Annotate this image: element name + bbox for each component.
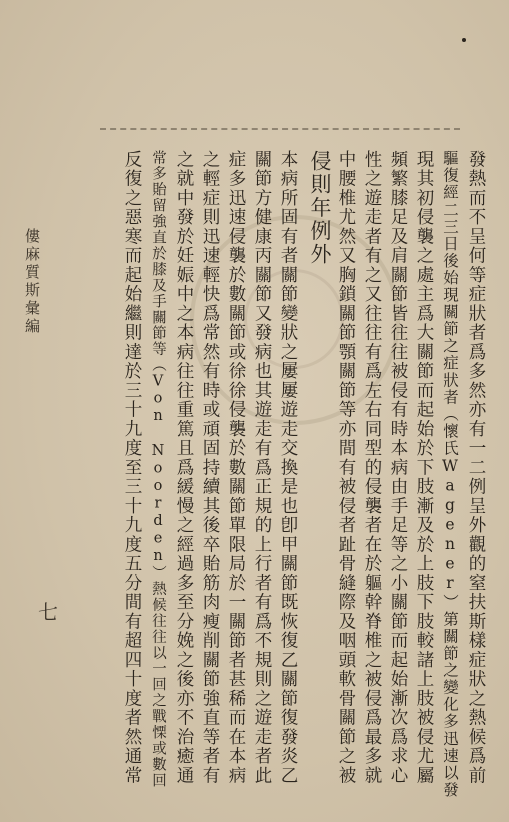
text-column-1: 發熱而不呈何等症狀者爲多然亦有一二例呈外觀的窒扶斯樣症狀之熱候爲前 — [466, 150, 486, 786]
text-column-7: 侵則年例外 — [308, 150, 332, 266]
text-column-10: 症多迅速侵襲於數關節或徐徐侵襲於數關節單限局於一關節者甚稀而在本病 — [226, 150, 246, 786]
text-column-14: 反復之惡寒而起始繼則達於三十九度至三十九度五分間有超四十度者然通常 — [122, 150, 142, 786]
text-column-2: 驅復經二三日後始現關節之症狀者（懷氏Wagener）第關節之變化多迅速以發 — [441, 150, 459, 799]
text-column-3: 現其初侵襲之處主爲大關節而起始於下肢漸及於上肢下肢較諸上肢被侵尤屬 — [414, 150, 434, 786]
ink-dot — [462, 38, 466, 42]
text-column-5: 性之遊走者有之又往往有爲左右同型的侵襲者在於軀幹脊椎之被侵爲最多就 — [362, 150, 382, 786]
text-column-11: 之輕症則迅速輕快爲常然有時或頑固持續其後卒貽筋肉瘦削關節強直等者有 — [200, 150, 220, 786]
text-column-13: 常多貽留強直於膝及手關節等（Von Noorden）熱候往往以一回之戰慄或數回 — [150, 150, 166, 789]
text-column-6: 中腰椎尤然又胸鎖關節顎關節等亦間有被侵者趾骨縫際及咽頭軟骨關節之被 — [336, 150, 356, 786]
section-divider — [100, 128, 460, 130]
text-column-8: 本病所固有者關節變狀之屢屢遊走交換是也卽甲關節既恢復乙關節復發炎乙 — [278, 150, 298, 786]
text-column-9: 關節方健康丙關節又發病也其遊走有爲正規的上行者有爲不規則之遊走者此 — [252, 150, 272, 786]
page-number: 七 — [38, 600, 58, 624]
running-header: 僂麻質斯彙編 — [23, 228, 41, 336]
text-column-12: 之就中發於妊娠中之本病往往重篤且爲緩慢之經過多至分娩之後亦不治癒通 — [174, 150, 194, 786]
text-column-4: 頻繁膝足及肩關節皆往往被侵有時本病由手足等之小關節而起始漸次爲求心 — [388, 150, 408, 786]
